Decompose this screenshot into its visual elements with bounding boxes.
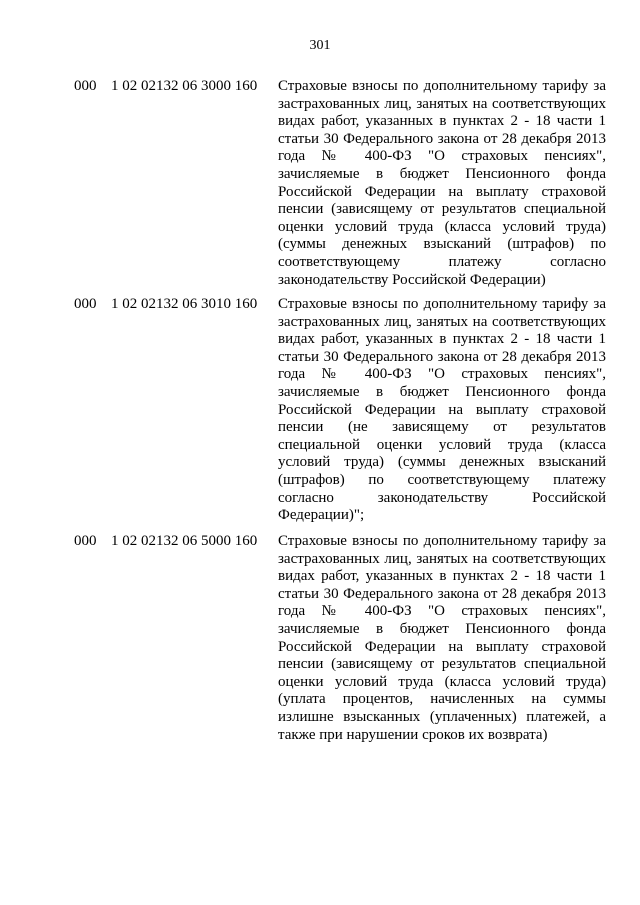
description-line: согласно законодательству Российской (278, 489, 606, 506)
description-line: законодательству Российской Федерации) (278, 271, 546, 288)
description-line: специальной оценки условий труда (класса (278, 436, 606, 453)
description-line: Страховые взносы по дополнительному тарифу за (278, 78, 606, 94)
description-line: пенсии (зависящему от результатов специальной (278, 201, 606, 218)
entry-description (278, 78, 606, 289)
description-line: оценки условий труда (класса условий труда) (278, 673, 606, 690)
description-line: Российской Федерации на выплату страховой (278, 401, 606, 418)
description-line: статьи 30 Федерального закона от 28 декабря 2013 (278, 130, 606, 147)
admin-code: 000 (74, 533, 97, 549)
description-line: излишне взысканных (уплаченных) платежей, а (278, 708, 606, 725)
description-line: застрахованных лиц, занятых на соответствующих (278, 95, 606, 112)
description-line: видах работ, указанных в пунктах 2 - 18 части 1 (278, 331, 606, 348)
description-line: застрахованных лиц, занятых на соответствующих (278, 550, 606, 567)
description-line: Российской Федерации на выплату страховой (278, 638, 606, 655)
description-line: (штрафов) по соответствующему платежу (278, 471, 606, 488)
description-line: зачисляемые в бюджет Пенсионного фонда (278, 620, 606, 637)
description-line: Федерации)"; (278, 507, 365, 524)
description-line: года № 400-ФЗ "О страховых пенсиях", (278, 148, 606, 165)
description-line: статьи 30 Федерального закона от 28 декабря 2013 (278, 585, 606, 602)
description-line: Российской Федерации на выплату страховой (278, 183, 606, 200)
kbk-code: 1 02 02132 06 3000 160 (111, 78, 258, 94)
description-line: также при нарушении сроков их возврата) (278, 726, 548, 743)
description-line: застрахованных лиц, занятых на соответствующих (278, 313, 606, 330)
description-line: оценки условий труда (класса условий труда) (278, 218, 606, 235)
description-line: пенсии (зависящему от результатов специальной (278, 656, 606, 673)
description-line: зачисляемые в бюджет Пенсионного фонда (278, 383, 606, 400)
entry-description (278, 533, 606, 744)
admin-code: 000 (74, 296, 97, 312)
description-line: статьи 30 Федерального закона от 28 декабря 2013 (278, 348, 606, 365)
page-number: 301 (309, 38, 331, 53)
description-line: Страховые взносы по дополнительному тарифу за (278, 296, 606, 312)
description-line: условий труда) (суммы денежных взысканий (278, 454, 606, 471)
admin-code: 000 (74, 78, 97, 94)
description-line: зачисляемые в бюджет Пенсионного фонда (278, 165, 606, 182)
description-line: (суммы денежных взысканий (штрафов) по (278, 236, 606, 253)
description-line: видах работ, указанных в пунктах 2 - 18 части 1 (278, 113, 606, 130)
kbk-code: 1 02 02132 06 5000 160 (111, 533, 258, 549)
description-line: пенсии (не зависящему от результатов (278, 419, 606, 436)
entry-description (278, 296, 606, 525)
kbk-code: 1 02 02132 06 3010 160 (111, 296, 258, 312)
description-line: соответствующему платежу согласно (278, 253, 606, 270)
description-line: видах работ, указанных в пунктах 2 - 18 части 1 (278, 568, 606, 585)
description-line: (уплата процентов, начисленных на суммы (278, 691, 606, 708)
description-line: года № 400-ФЗ "О страховых пенсиях", (278, 366, 606, 383)
description-line: Страховые взносы по дополнительному тарифу за (278, 533, 606, 549)
description-line: года № 400-ФЗ "О страховых пенсиях", (278, 603, 606, 620)
